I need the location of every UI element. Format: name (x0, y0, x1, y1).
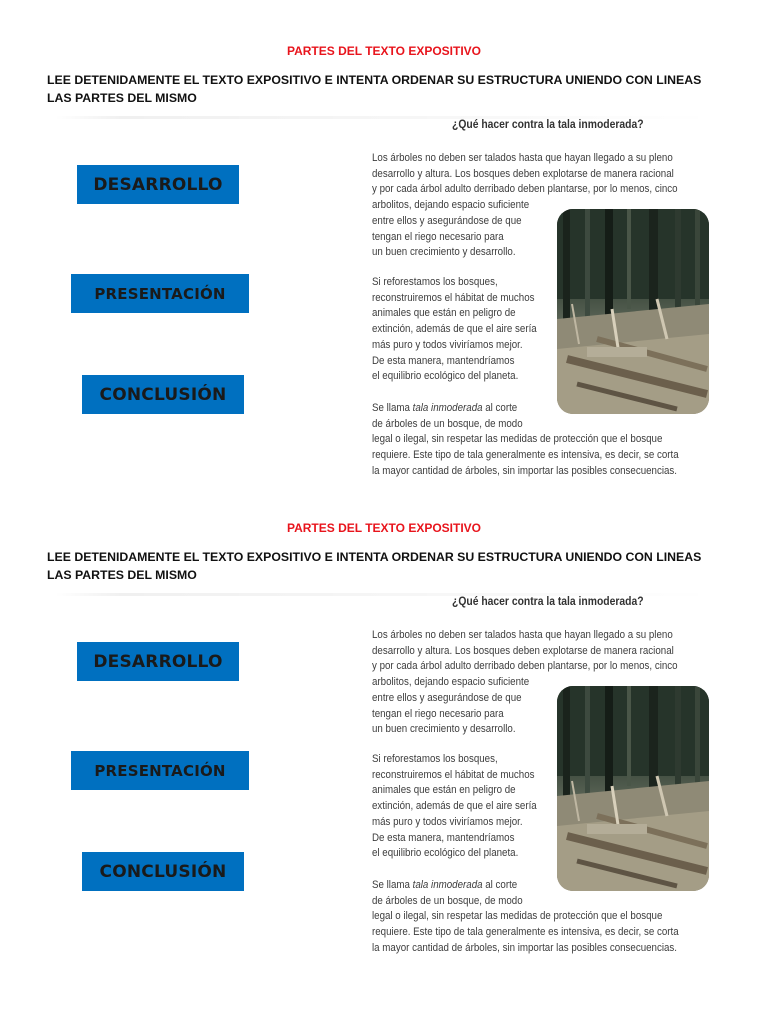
p3-term: tala inmoderada (412, 402, 483, 414)
worksheet-section-2 (0, 477, 768, 954)
label-desarrollo: DESARROLLO (77, 642, 239, 681)
article-title: ¿Qué hacer contra la tala inmoderada? (452, 596, 644, 608)
article-title: ¿Qué hacer contra la tala inmoderada? (452, 119, 644, 131)
deforestation-photo (557, 686, 709, 891)
label-conclusion: CONCLUSIÓN (82, 852, 244, 891)
worksheet-title: PARTES DEL TEXTO EXPOSITIVO (286, 44, 482, 58)
worksheet-title: PARTES DEL TEXTO EXPOSITIVO (286, 521, 482, 535)
article-paragraph-2: Si reforestamos los bosques, reconstruiremos el hábitat de muchos animales que están en peligro de extinción, además de que el aire sería más puro y todos viviríamos mejor. De esta manera, mantendríamos el equilibrio ecológico del planeta. (372, 276, 537, 383)
p3-term: tala inmoderada (412, 879, 483, 891)
p3-prefix: Se llama (372, 402, 413, 414)
article-paragraph-1: Los árboles no deben ser talados hasta que hayan llegado a su pleno desarrollo y altura. Los bosques deben explotarse de manera racional y por cada árbol adulto derribado deben plantarse, por lo menos, cinco arbolitos, dejando espacio suficiente entre ellos y asegurándose de que tengan el riego necesario para un buen crecimiento y desarrollo. (372, 629, 678, 736)
deforestation-photo (557, 209, 709, 414)
p3-prefix: Se llama (372, 879, 413, 891)
p3-rest: al corte de árboles de un bosque, de modo legal o ilegal, sin respetar las medidas de protección que el bosque requiere. Este tipo de tala generalmente es intensiva, es decir, se corta la mayor cantidad de árboles, sin importar las posibles consecuencias. (372, 879, 679, 954)
label-presentacion: PRESENTACIÓN (71, 751, 249, 790)
worksheet-instructions: LEE DETENIDAMENTE EL TEXTO EXPOSITIVO E INTENTA ORDENAR SU ESTRUCTURA UNIENDO CON LINEAS LAS PARTES DEL MISMO (47, 550, 702, 582)
label-desarrollo: DESARROLLO (77, 165, 239, 204)
worksheet-section-1 (0, 0, 768, 477)
label-conclusion: CONCLUSIÓN (82, 375, 244, 414)
label-presentacion: PRESENTACIÓN (71, 274, 249, 313)
article-paragraph-1: Los árboles no deben ser talados hasta que hayan llegado a su pleno desarrollo y altura. Los bosques deben explotarse de manera racional y por cada árbol adulto derribado deben plantarse, por lo menos, cinco arbolitos, dejando espacio suficiente entre ellos y asegurándose de que tengan el riego necesario para un buen crecimiento y desarrollo. (372, 152, 678, 259)
p3-rest: al corte de árboles de un bosque, de modo legal o ilegal, sin respetar las medidas de protección que el bosque requiere. Este tipo de tala generalmente es intensiva, es decir, se corta la mayor cantidad de árboles, sin importar las posibles consecuencias. (372, 402, 679, 477)
worksheet-instructions: LEE DETENIDAMENTE EL TEXTO EXPOSITIVO E INTENTA ORDENAR SU ESTRUCTURA UNIENDO CON LINEAS LAS PARTES DEL MISMO (47, 73, 702, 105)
article-paragraph-2: Si reforestamos los bosques, reconstruiremos el hábitat de muchos animales que están en peligro de extinción, además de que el aire sería más puro y todos viviríamos mejor. De esta manera, mantendríamos el equilibrio ecológico del planeta. (372, 753, 537, 860)
